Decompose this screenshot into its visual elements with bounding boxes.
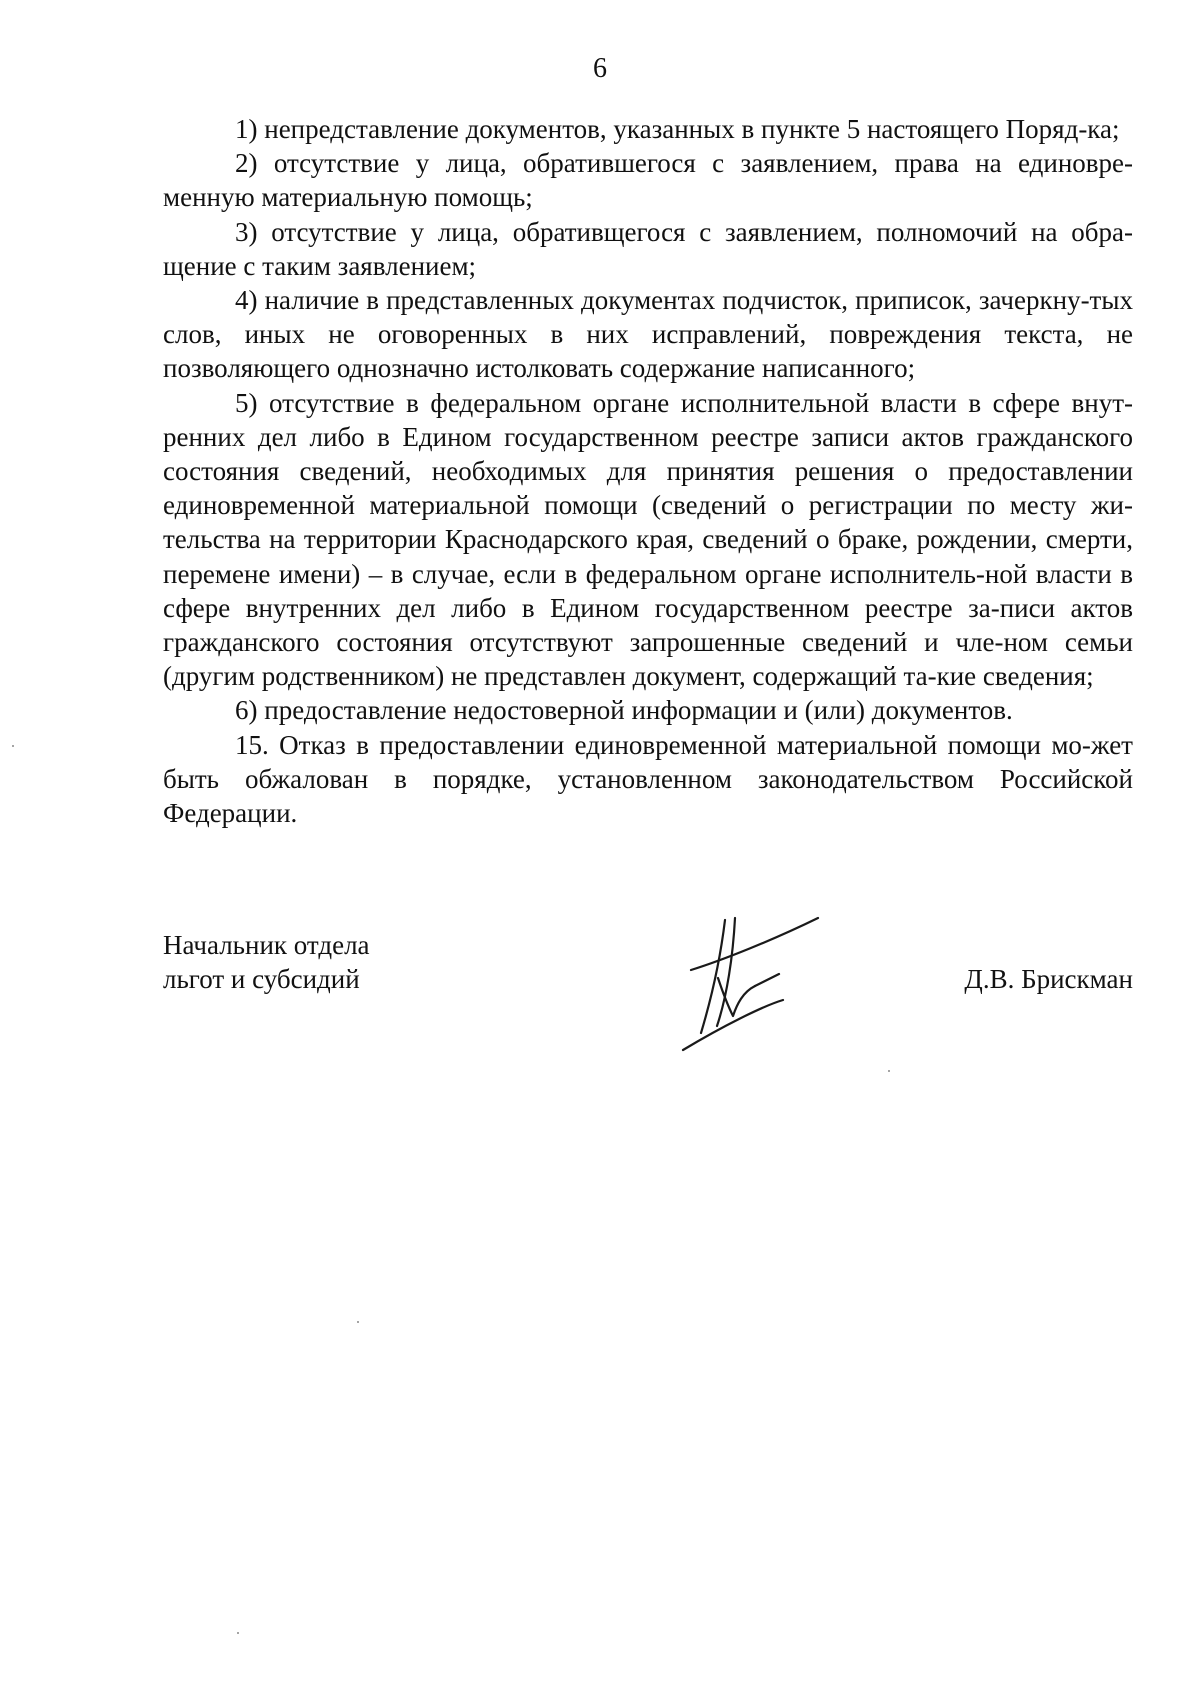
paragraph-item-1: 1) непредставление документов, указанных в пункте 5 настоящего Поряд-ка;: [235, 114, 1120, 144]
signer-title: [163, 928, 370, 996]
page-number: 6: [593, 53, 607, 84]
signer-title-line-1: Начальник отдела: [163, 930, 370, 960]
scan-artifact: [12, 745, 14, 747]
document-body: [163, 112, 1133, 830]
paragraph-item-3: 3) отсутствие у лица, обративщегося с заявлением, полномочий на обра-щение с таким заявлением;: [163, 216, 1133, 281]
paragraph-item-6: 6) предоставление недостоверной информации и (или) документов.: [235, 695, 1013, 726]
paragraph-clause-15: 15. Отказ в предоставлении единовременной материальной помощи мо-жет быть обжалован в порядке, установленном законодательством Российской Федерации.: [163, 729, 1133, 829]
signer-name: Д.В. Брискман: [964, 964, 1133, 994]
signature-block: [163, 928, 1133, 1088]
paragraph-item-5: 5) отсутствие в федеральном органе исполнительной власти в сфере внут-ренних дел либо в Едином государственном реестре записи актов гражданского состояния сведений, необходимых для принятия решения о предоставлении единовременной материальной помощи (сведений о регистрации по месту жи-тельства на территории Краснодарского края, сведений о браке, рождении, смерти, перемене имени) – в случае, если в федеральном органе исполнитель-ной власти в сфере внутренних дел либо в Едином государственном реестре за-писи актов гражданского состояния отсутствуют запрошенные сведений и чле-ном семьи (другим родственником) не представлен документ, содержащий та-кие сведения;: [163, 387, 1133, 692]
handwritten-signature: [663, 908, 823, 1058]
paragraph-item-2: 2) отсутствие у лица, обратившегося с заявлением, права на единовре-менную материальную помощь;: [163, 148, 1133, 213]
scan-artifact: [357, 1321, 359, 1323]
scan-artifact: [888, 1070, 890, 1072]
paragraph-item-4: 4) наличие в представленных документах подчисток, приписок, зачеркну-тых слов, иных не оговоренных в них исправлений, повреждения текста, не позволяющего однозначно истолковать содержание написанного;: [163, 285, 1133, 384]
scan-artifact: [237, 1632, 239, 1634]
signer-title-line-2: льгот и субсидий: [163, 964, 360, 994]
